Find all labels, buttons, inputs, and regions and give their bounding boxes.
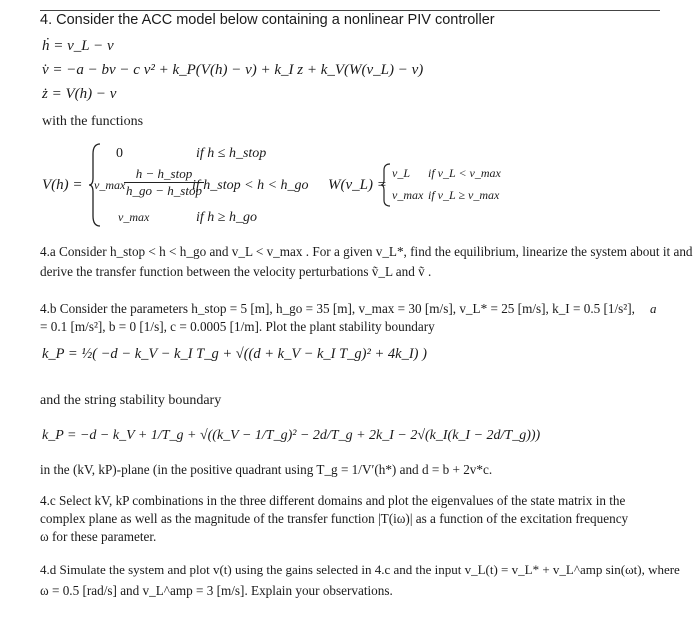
top-rule (40, 10, 660, 11)
W-case1-expression: v_L (392, 166, 410, 180)
part-b-line2: = 0.1 [m/s²], b = 0 [1/s], c = 0.0005 [1/m]. Plot the plant stability boundary (40, 319, 435, 334)
equation-v-dot: v̇ = −a − bv − c v² + k_P(V(h) − v) + k_I z + k_V(W(v_L) − v) (42, 62, 424, 78)
W-brace (380, 162, 392, 208)
equation-z-dot: ż = V(h) − v (42, 86, 117, 102)
part-c-line2: complex plane as well as the magnitude of the transfer function |T(iω)| as a function of the excitation frequency (40, 511, 629, 526)
part-c-line3: ω for these parameter. (40, 529, 157, 544)
V-case2-denominator: h_go − h_stop (126, 183, 202, 198)
string-stability-boundary: k_P = −d − k_V + 1/T_g + √((k_V − 1/T_g)² − 2d/T_g + 2k_I − 2√(k_I(k_I − 2d/T_g))) (42, 428, 541, 443)
W-case2-condition: if v_L ≥ v_max (428, 188, 500, 202)
V-case2-prefix: v_max (94, 178, 126, 192)
V-case3-condition: if h ≥ h_go (196, 210, 257, 225)
part-d-line2: ω = 0.5 [rad/s] and v_L^amp = 3 [m/s]. Explain your observations. (40, 583, 393, 598)
equation-h-dot: ḣ = v_L − v (42, 38, 114, 54)
W-case2-expression: v_max (392, 188, 424, 202)
V-case1-condition: if h ≤ h_stop (196, 146, 267, 161)
W-function-label: W(v_L) = (328, 177, 387, 193)
part-b-side-mark: a (650, 301, 657, 316)
string-stability-label: and the string stability boundary (40, 393, 222, 408)
plant-stability-boundary: k_P = ½( −d − k_V − k_I T_g + √((d + k_V − k_I T_g)² + 4k_I) ) (42, 346, 427, 362)
part-a-line2: derive the transfer function between the velocity perturbations ṽ_L and ṽ . (40, 264, 432, 279)
part-d-line1: 4.d Simulate the system and plot v(t) using the gains selected in 4.c and the input v_L(t) = v_L* + v_L^amp sin(ωt), where (40, 562, 680, 577)
functions-label: with the functions (42, 114, 144, 129)
V-case2-numerator: h − h_stop (124, 166, 204, 183)
V-function-label: V(h) = (42, 177, 83, 193)
plane-note: in the (kV, kP)-plane (in the positive quadrant using T_g = 1/V′(h*) and d = b + 2v*c. (40, 462, 493, 477)
W-case1-condition: if v_L < v_max (428, 166, 501, 180)
V-case2-condition: if h_stop < h < h_go (192, 178, 309, 193)
V-case3-expression: v_max (118, 210, 150, 224)
part-a-line1: 4.a Consider h_stop < h < h_go and v_L < v_max . For a given v_L*, find the equilibrium, linearize the system about it and (40, 244, 693, 259)
part-b-line1: 4.b Consider the parameters h_stop = 5 [m], h_go = 35 [m], v_max = 30 [m/s], v_L* = 25 [m/s], k_I = 0.5 [1/s²], (40, 301, 635, 316)
V-case1-expression: 0 (116, 146, 123, 161)
problem-heading: 4. Consider the ACC model below containing a nonlinear PIV controller (40, 12, 495, 28)
part-c-line1: 4.c Select kV, kP combinations in the three different domains and plot the eigenvalues of the state matrix in the (40, 493, 626, 508)
